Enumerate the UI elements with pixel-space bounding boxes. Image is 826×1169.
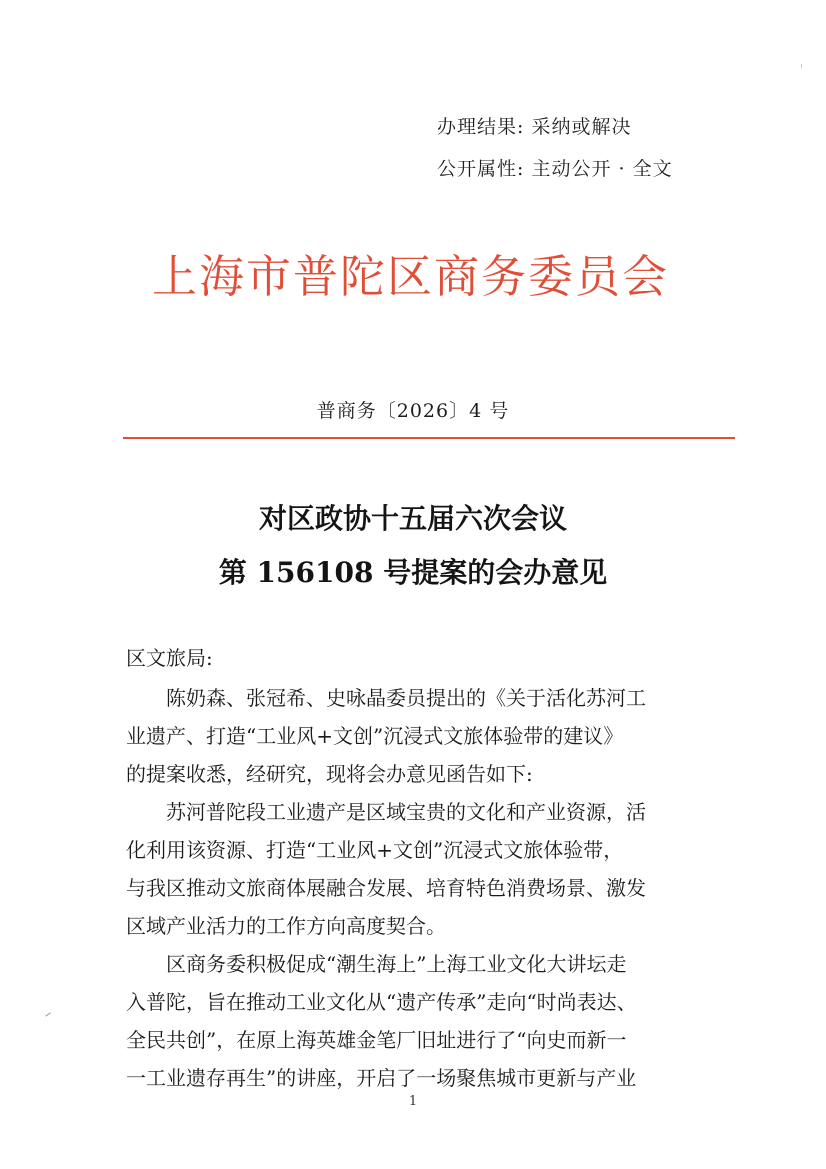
scan-speck [801,64,802,68]
body-line: 苏河普陀段工业遗产是区域宝贵的文化和产业资源，活 [166,800,646,824]
body-line: 全民共创”，在原上海英雄金笔厂旧址进行了“向史而新一 [126,1028,627,1052]
handling-result [437,118,631,137]
colon: : [517,158,532,180]
body-line: 业遗产、打造“工业风+文创”沉浸式文旅体验带的建议》 [126,724,624,748]
scan-speck [45,1012,50,1016]
document-title-line-2: 第 156108 号提案的会办意见 [218,556,608,589]
body-line: 的提案收悉，经研究，现将会办意见函告如下: [126,762,533,786]
organization-header: 上海市普陀区商务委员会 [152,250,670,303]
body-line: 化利用该资源、打造“工业风+文创”沉浸式文旅体验带， [126,838,624,862]
page-number: 1 [408,1094,418,1109]
body-line: 与我区推动文旅商体展融合发展、培育特色消费场景、激发 [126,876,646,900]
disclosure-attribute [437,160,673,179]
handling-result-label: 办理结果 [437,116,518,138]
colon: : [517,116,532,138]
body-line: 区商务委积极促成“潮生海上”上海工业文化大讲坛走 [166,952,627,976]
salutation: 区文旅局: [126,646,213,670]
header-red-rule [123,437,735,439]
document-number [0,402,826,421]
document-number-text: 普商务〔2026〕4 号 [316,400,510,422]
body-line: 入普陀，旨在推动工业文化从“遗产传承”走向“时尚表达、 [126,990,637,1014]
body-line: 一工业遗存再生”的讲座，开启了一场聚焦城市更新与产业 [126,1066,637,1090]
body-line: 区域产业活力的工作方向高度契合。 [126,914,446,938]
document-title-line-1: 对区政协十五届六次会议 [258,502,567,535]
handling-result-value: 采纳或解决 [531,116,632,138]
disclosure-value: 主动公开 · 全文 [531,158,673,180]
disclosure-label: 公开属性 [437,158,518,180]
body-line: 陈奶森、张冠希、史咏晶委员提出的《关于活化苏河工 [166,686,646,710]
